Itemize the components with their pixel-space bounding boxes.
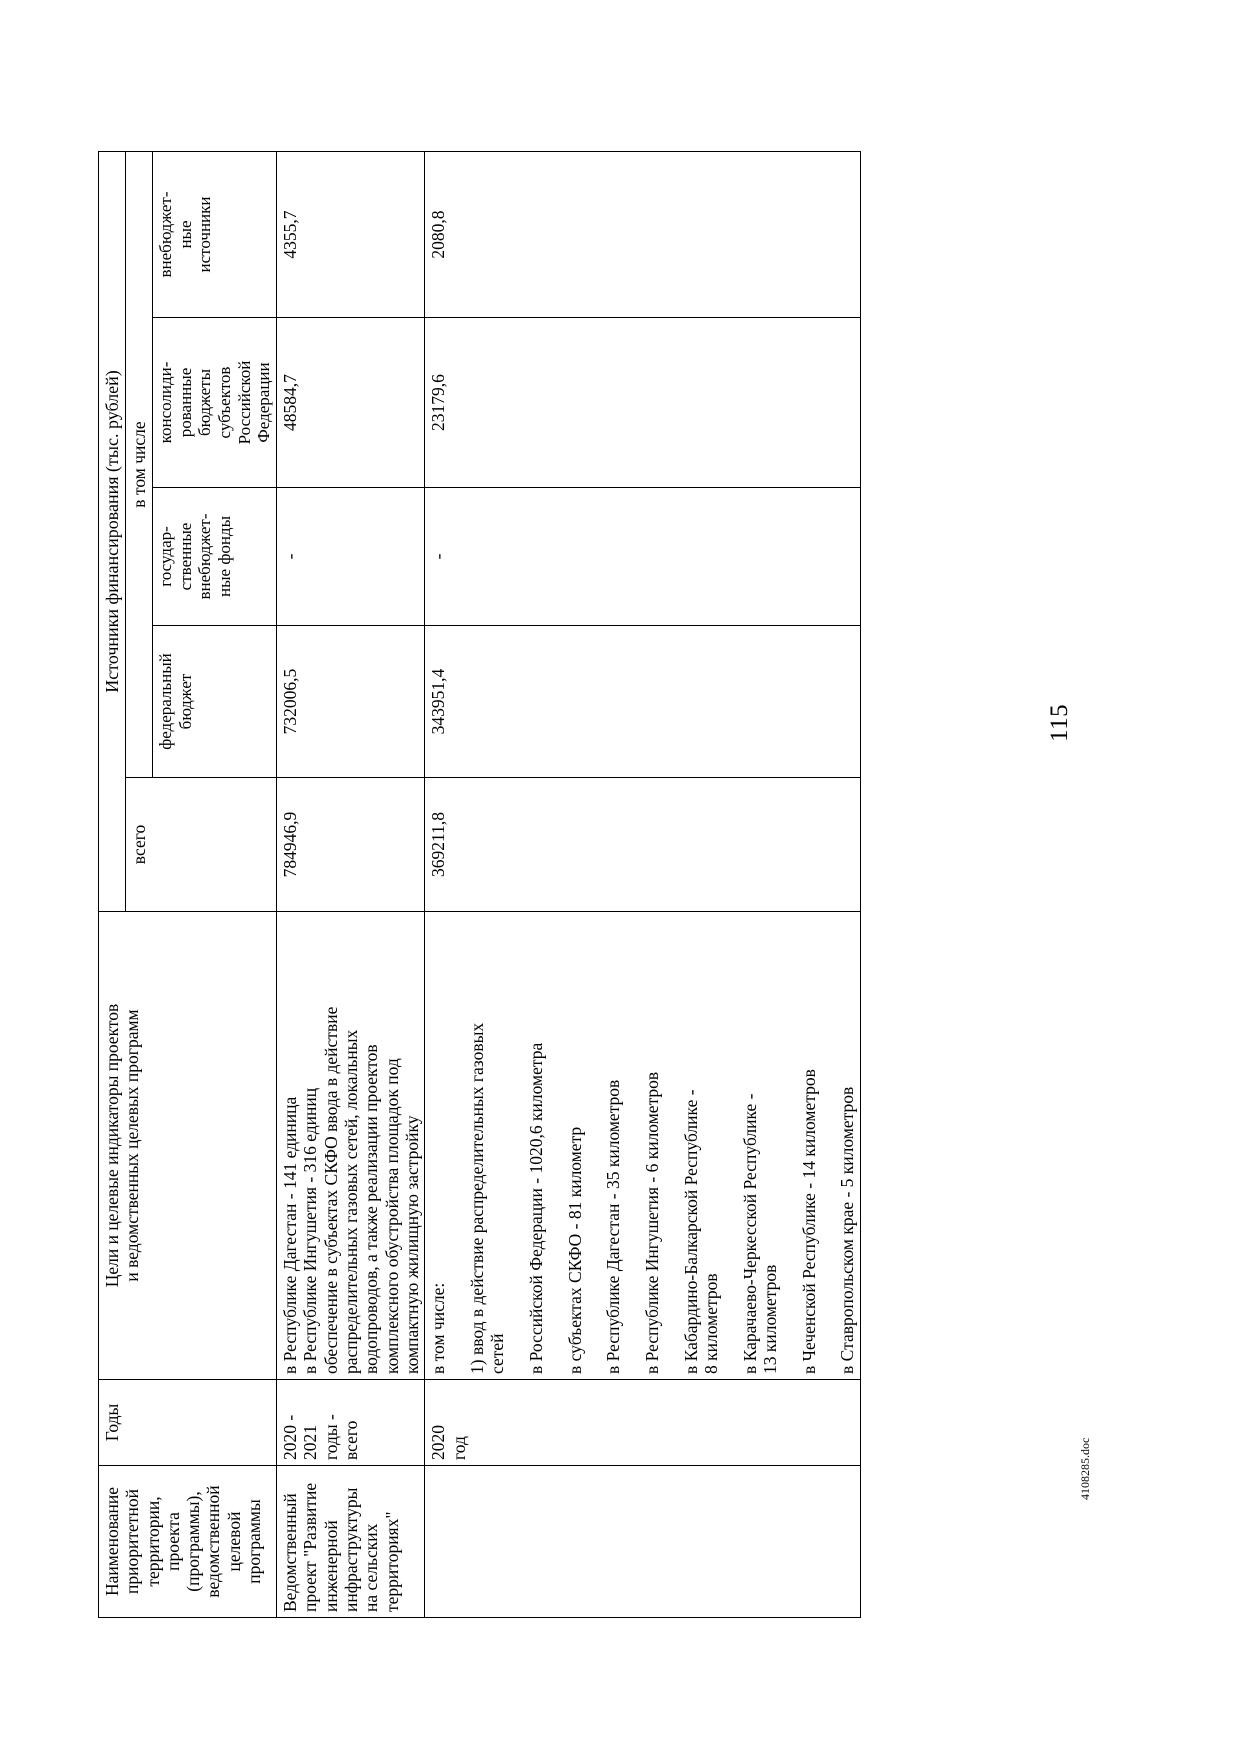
- row-1-extrabudget: 2080,8: [425, 152, 860, 318]
- header-row-1: [99, 152, 126, 1618]
- row-0-name-line-1: проект "Развитие: [300, 1482, 321, 1612]
- row-1-goal-line-12: в Ставропольском крае - 5 километров: [837, 1086, 858, 1374]
- row-0-name-line-0: Ведомственный: [280, 1493, 301, 1612]
- header-name-line-1: приоритетной: [122, 1489, 143, 1594]
- row-1-goal-line-6: в Республике Ингушетия - 6 километров: [641, 1071, 662, 1374]
- header-cell-total: всего: [126, 778, 277, 912]
- financing-table: [98, 151, 861, 1618]
- header-goals-line-0: Цели и целевые индикаторы проектов: [102, 1003, 122, 1288]
- header-name-line-5: целевой программы: [223, 1499, 265, 1584]
- header-cell-extrabudget-sources: [152, 152, 276, 318]
- header-cons-line-3: субъектов: [215, 366, 235, 439]
- row-1-total: 369211,8: [425, 778, 860, 912]
- header-cons-line-4: Российской: [234, 360, 254, 445]
- row-1-goal-gap-1: [508, 917, 526, 1374]
- row-0-years: [277, 1380, 425, 1466]
- row-1-goal-line-11: в Чеченской Республике - 14 километров: [798, 1069, 819, 1374]
- header-extra-line-0: внебюджет-: [155, 191, 175, 278]
- header-fed-line-1: бюджет: [175, 673, 195, 730]
- row-1-years: [425, 1380, 860, 1466]
- header-gvf-line-1: ственные: [175, 522, 195, 591]
- header-extra-line-2: источники: [195, 196, 215, 273]
- row-0-extrabudget: 4355,7: [277, 152, 425, 318]
- row-1-goal-gap-0: [449, 917, 467, 1374]
- header-cons-line-5: Федерации: [254, 362, 274, 443]
- header-cons-line-2: бюджеты: [195, 368, 215, 437]
- header-name-line-4: ведомственной: [203, 1485, 224, 1598]
- row-1-goal-line-3: в Российской Федерации - 1020,6 километра: [525, 1042, 546, 1374]
- row-1-goal-line-7: в Кабардино-Балкарской Республике -: [680, 1089, 701, 1374]
- row-0-total: 784946,9: [277, 778, 425, 912]
- row-0-goals: [277, 912, 425, 1380]
- row-0-name-line-3: инфраструктуры: [341, 1487, 362, 1612]
- header-fed-line-0: федеральный: [155, 653, 175, 750]
- header-goals-line-1: и ведомственных целевых программ: [122, 1009, 143, 1282]
- row-0-name: [277, 1466, 425, 1618]
- header-name-line-2: территории, проекта: [142, 1496, 183, 1587]
- row-1-goal-gap-8: [819, 917, 837, 1374]
- row-1-goal-line-8: 8 километров: [700, 1273, 721, 1374]
- table-sheet: [98, 152, 1138, 1618]
- row-1-goal-line-1: 1) ввод в действие распределительных газовых: [466, 1022, 487, 1374]
- table-head: [99, 152, 277, 1618]
- row-0-consolidated: 48584,7: [277, 318, 425, 488]
- row-0-federal: 732006,5: [277, 626, 425, 778]
- header-cell-years: Годы: [99, 1380, 277, 1466]
- row-1-name: [425, 1466, 860, 1618]
- row-1-goal-gap-6: [721, 917, 739, 1374]
- row-0-goal-line-1: в Республике Ингушетия - 316 единиц: [300, 1087, 321, 1374]
- row-1-consolidated: 23179,6: [425, 318, 860, 488]
- header-cell-sources-group: Источники финансирования (тыс. рублей): [99, 152, 126, 912]
- table-body: [277, 152, 860, 1618]
- row-0-years-line-3: всего: [341, 1420, 362, 1460]
- row-0-state-funds: -: [277, 488, 425, 626]
- row-0-name-line-2: инженерной: [320, 1520, 341, 1612]
- header-gvf-line-3: ные фонды: [215, 516, 235, 597]
- row-1-goal-line-5: в Республике Дагестан - 35 километров: [603, 1079, 624, 1374]
- row-1-years-line-0: 2020: [428, 1425, 449, 1460]
- row-0-goal-line-0: в Республике Дагестан - 141 единица: [280, 1096, 301, 1374]
- header-cons-line-1: рованные: [175, 367, 195, 438]
- row-1-goal-line-2: сетей: [487, 1333, 508, 1374]
- header-cell-state-extrabudget-funds: [152, 488, 276, 626]
- row-1-goal-gap-3: [585, 917, 603, 1374]
- header-cons-line-0: консолиди-: [155, 361, 175, 444]
- row-1-goal-gap-2: [546, 917, 564, 1374]
- row-0-name-line-5: территориях": [381, 1511, 402, 1612]
- row-1-goal-line-0: в том числе:: [428, 1282, 449, 1374]
- header-gvf-line-2: внебюджет-: [195, 513, 215, 600]
- header-name-line-3: (программы),: [183, 1491, 204, 1592]
- row-0-goal-line-6: компактную жилищную застройку: [401, 1115, 422, 1374]
- row-1-state-funds: -: [425, 488, 860, 626]
- header-cell-in-which-group: в том числе: [126, 152, 153, 778]
- header-extra-line-1: ные: [175, 220, 195, 249]
- row-0-goal-line-2: обеспечение в субъектах СКФО ввода в действие: [320, 1006, 341, 1374]
- row-0-goal-line-5: комплексного обустройства площадок под: [381, 1058, 402, 1374]
- table-row: [277, 152, 425, 1618]
- header-cell-name: [99, 1466, 277, 1618]
- header-cell-consolidated-budgets: [152, 318, 276, 488]
- header-name-line-0: Наименование: [102, 1486, 122, 1597]
- row-0-goal-line-3: распределительных газовых сетей, локальных: [341, 1029, 362, 1374]
- row-1-goal-line-9: в Карачаево-Черкесской Республике -: [739, 1093, 760, 1374]
- row-1-goal-gap-4: [624, 917, 642, 1374]
- row-0-years-line-0: 2020 -: [280, 1414, 301, 1460]
- row-1-goal-gap-5: [662, 917, 680, 1374]
- row-1-goal-line-4: в субъектах СКФО - 81 километр: [564, 1126, 585, 1374]
- header-cell-federal-budget: [152, 626, 276, 778]
- row-0-years-line-1: 2021: [300, 1425, 321, 1460]
- row-1-goal-line-10: 13 километров: [759, 1264, 780, 1374]
- footer-filename: 4108285.doc: [1078, 1437, 1092, 1500]
- row-0-name-line-4: на сельских: [361, 1523, 382, 1612]
- row-1-years-line-1: год: [448, 1436, 469, 1460]
- row-0-years-line-2: годы -: [320, 1414, 341, 1460]
- table-row: [425, 152, 860, 1618]
- row-1-federal: 343951,4: [425, 626, 860, 778]
- row-1-goal-gap-7: [780, 917, 798, 1374]
- header-cell-goals: [99, 912, 277, 1380]
- row-0-goal-line-4: водопроводов, а также реализации проектов: [361, 1044, 382, 1374]
- row-1-goals: [425, 912, 860, 1380]
- header-gvf-line-0: государ-: [155, 526, 175, 587]
- page-number: 115: [1046, 703, 1073, 742]
